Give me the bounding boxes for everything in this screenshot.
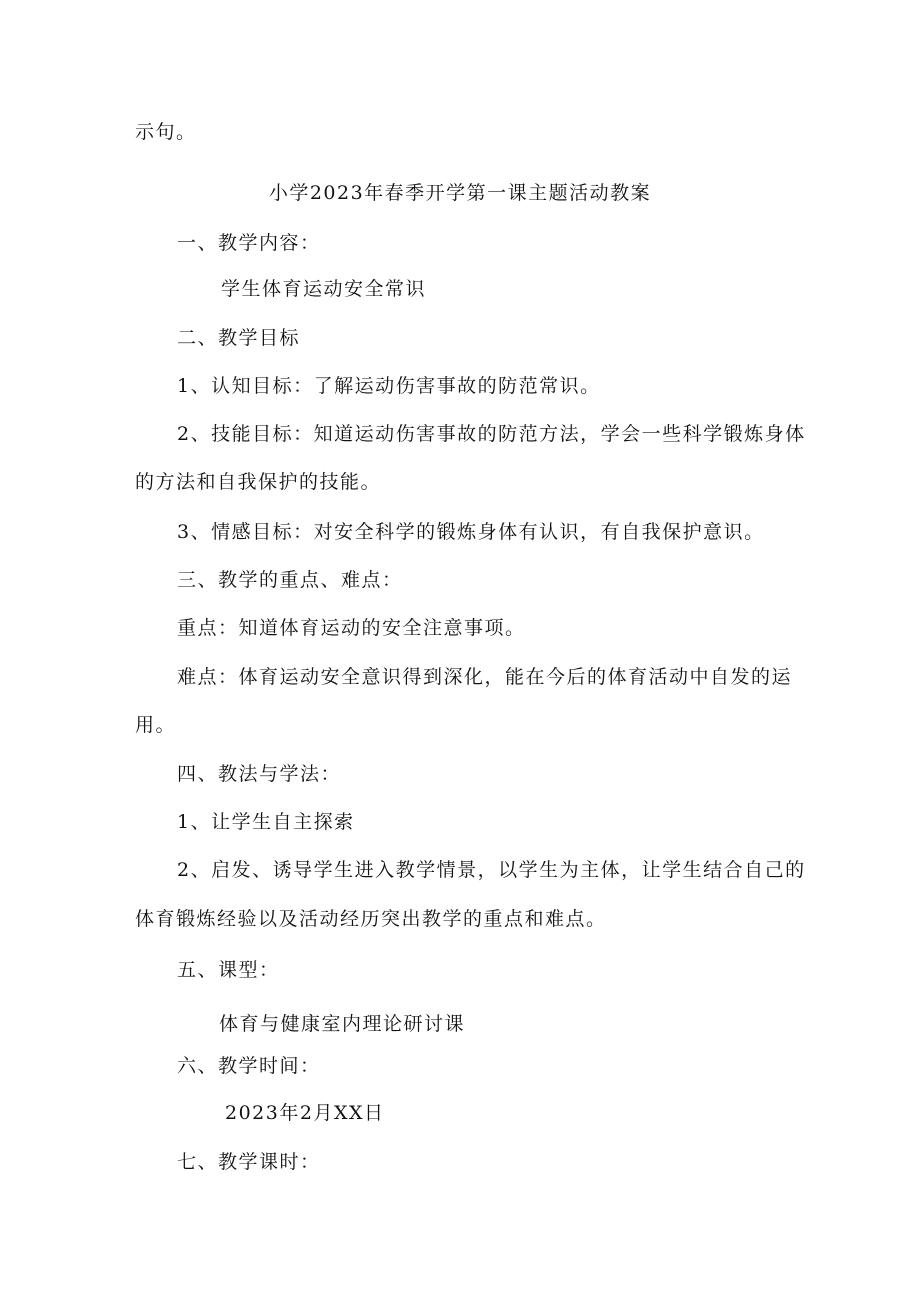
difficult-point-line-1: 难点：体育运动安全意识得到深化，能在今后的体育活动中自发的运 <box>177 666 793 688</box>
document-title: 小学2023年春季开学第一课主题活动教案 <box>268 182 652 204</box>
section-heading-goals: 二、教学目标 <box>177 327 301 349</box>
section-heading-type: 五、课型： <box>177 959 280 981</box>
continuation-text: 示句。 <box>135 121 197 143</box>
goal-cognitive: 1、认知目标：了解运动伤害事故的防范常识。 <box>177 375 601 397</box>
section-heading-time: 六、教学时间： <box>177 1055 321 1077</box>
content-text: 学生体育运动安全常识 <box>221 278 427 300</box>
section-heading-key-points: 三、教学的重点、难点： <box>177 569 403 591</box>
section-heading-methods: 四、教法与学法： <box>177 763 342 785</box>
section-heading-content: 一、教学内容： <box>177 232 321 254</box>
method-1: 1、让学生自主探索 <box>177 811 355 833</box>
key-point-text: 重点：知道体育运动的安全注意事项。 <box>177 617 526 639</box>
goal-skill-line-2: 的方法和自我保护的技能。 <box>135 471 382 493</box>
difficult-point-line-2: 用。 <box>135 714 177 736</box>
lesson-date-text: 2023年2月XX日 <box>225 1102 385 1124</box>
method-2-line-1: 2、启发、诱导学生进入教学情景，以学生为主体，让学生结合自己的 <box>177 859 806 881</box>
goal-emotional: 3、情感目标：对安全科学的锻炼身体有认识，有自我保护意识。 <box>177 521 765 543</box>
section-heading-hours: 七、教学课时： <box>177 1151 321 1173</box>
method-2-line-2: 体育锻炼经验以及活动经历突出教学的重点和难点。 <box>135 908 607 930</box>
goal-skill-line-1: 2、技能目标：知道运动伤害事故的防范方法，学会一些科学锻炼身体 <box>177 423 806 445</box>
lesson-type-text: 体育与健康室内理论研讨课 <box>219 1013 466 1035</box>
